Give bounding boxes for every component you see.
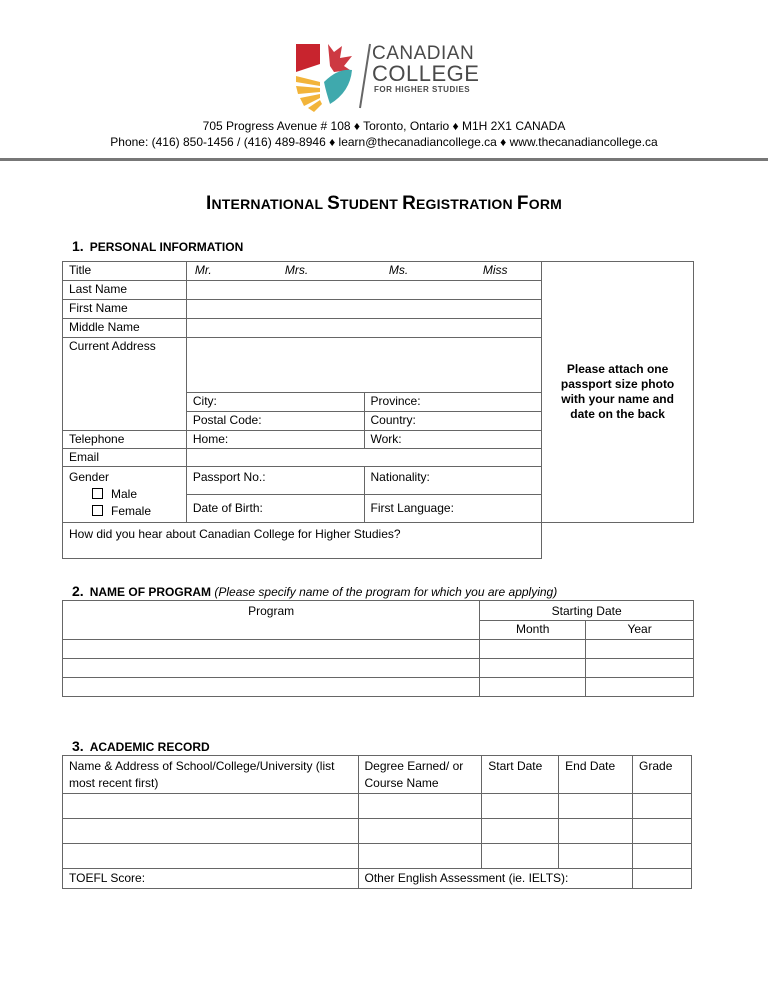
email-label: Email — [63, 449, 187, 467]
title-options[interactable] — [186, 262, 541, 281]
grade-row-2[interactable] — [633, 819, 692, 844]
degree-row-2[interactable] — [358, 819, 482, 844]
section-3-heading: 3. ACADEMIC RECORD — [72, 738, 210, 754]
address-field[interactable] — [186, 338, 541, 393]
year-header: Year — [586, 621, 694, 640]
dob-field[interactable]: Date of Birth: — [186, 495, 364, 523]
year-row-1[interactable] — [586, 640, 694, 659]
form-title: INTERNATIONAL STUDENT REGISTRATION FORM — [205, 193, 562, 214]
degree-row-1[interactable] — [358, 794, 482, 819]
college-logo — [294, 42, 484, 112]
start-date-header: Start Date — [482, 756, 559, 794]
country-field[interactable]: Country: — [364, 412, 542, 431]
academic-record-table — [62, 755, 692, 889]
personal-info-table — [62, 261, 694, 559]
city-field[interactable]: City: — [186, 393, 364, 412]
telephone-label: Telephone — [63, 431, 187, 449]
section-1-heading: 1. PERSONAL INFORMATION — [72, 238, 244, 254]
title-ms[interactable]: Ms. — [388, 263, 409, 277]
school-row-1[interactable] — [63, 794, 359, 819]
school-row-2[interactable] — [63, 819, 359, 844]
work-phone-field[interactable]: Work: — [364, 431, 542, 449]
title-miss[interactable]: Miss — [482, 263, 508, 277]
toefl-field[interactable]: TOEFL Score: — [63, 869, 359, 889]
female-checkbox[interactable] — [92, 505, 103, 516]
month-header: Month — [480, 621, 586, 640]
program-header: Program — [63, 601, 480, 640]
month-row-3[interactable] — [480, 678, 586, 697]
gender-label: Gender — [69, 470, 110, 484]
home-phone-field[interactable]: Home: — [186, 431, 364, 449]
other-english-value[interactable] — [633, 869, 692, 889]
grade-header: Grade — [633, 756, 692, 794]
other-english-field[interactable]: Other English Assessment (ie. IELTS): — [358, 869, 633, 889]
address-line: 705 Progress Avenue # 108 ♦ Toronto, Ontario ♦ M1H 2X1 CANADA — [202, 119, 566, 133]
end-row-2[interactable] — [559, 819, 633, 844]
degree-header: Degree Earned/ or Course Name — [358, 756, 482, 794]
nationality-field[interactable]: Nationality: — [364, 467, 542, 495]
program-row-1[interactable] — [63, 640, 480, 659]
logo-text-higher-studies: FOR HIGHER STUDIES — [374, 85, 471, 94]
contact-line: Phone: (416) 850-1456 / (416) 489-8946 ♦ learn@thecanadiancollege.ca ♦ www.thecanadiancollege.ca — [110, 135, 658, 149]
title-mrs[interactable]: Mrs. — [284, 263, 309, 277]
middle-name-label: Middle Name — [63, 319, 187, 338]
middle-name-field[interactable] — [186, 319, 541, 338]
year-row-3[interactable] — [586, 678, 694, 697]
degree-row-3[interactable] — [358, 844, 482, 869]
logo-text-college: COLLEGE — [372, 61, 480, 86]
header-divider — [0, 158, 768, 161]
end-row-1[interactable] — [559, 794, 633, 819]
current-address-label: Current Address — [63, 338, 187, 431]
start-row-3[interactable] — [482, 844, 559, 869]
start-row-2[interactable] — [482, 819, 559, 844]
end-date-header: End Date — [559, 756, 633, 794]
postal-code-field[interactable]: Postal Code: — [186, 412, 364, 431]
month-row-1[interactable] — [480, 640, 586, 659]
hear-about-field[interactable]: How did you hear about Canadian College for Higher Studies? — [63, 523, 542, 559]
end-row-3[interactable] — [559, 844, 633, 869]
year-row-2[interactable] — [586, 659, 694, 678]
logo-divider-icon — [358, 42, 372, 112]
email-field[interactable] — [186, 449, 541, 467]
section-2-heading: 2. NAME OF PROGRAM (Please specify name of the program for which you are applying) — [72, 583, 558, 599]
gender-cell — [63, 467, 187, 523]
school-row-3[interactable] — [63, 844, 359, 869]
photo-box: Please attach one passport size photo with your name and date on the back — [542, 262, 694, 523]
title-mr[interactable]: Mr. — [194, 263, 212, 277]
program-table — [62, 600, 694, 697]
gender-female-option[interactable]: Female — [69, 503, 180, 520]
last-name-field[interactable] — [186, 281, 541, 300]
first-language-field[interactable]: First Language: — [364, 495, 542, 523]
province-field[interactable]: Province: — [364, 393, 542, 412]
starting-date-header: Starting Date — [480, 601, 694, 621]
program-row-3[interactable] — [63, 678, 480, 697]
grade-row-3[interactable] — [633, 844, 692, 869]
grade-row-1[interactable] — [633, 794, 692, 819]
school-header: Name & Address of School/College/University (list most recent first) — [63, 756, 359, 794]
empty-cell — [542, 523, 694, 559]
logo-text-canadian: CANADIAN — [372, 43, 475, 64]
passport-field[interactable]: Passport No.: — [186, 467, 364, 495]
maple-leaf-logo-icon — [294, 42, 358, 112]
program-row-2[interactable] — [63, 659, 480, 678]
last-name-label: Last Name — [63, 281, 187, 300]
start-row-1[interactable] — [482, 794, 559, 819]
first-name-field[interactable] — [186, 300, 541, 319]
first-name-label: First Name — [63, 300, 187, 319]
male-checkbox[interactable] — [92, 488, 103, 499]
title-label: Title — [63, 262, 187, 281]
month-row-2[interactable] — [480, 659, 586, 678]
gender-male-option[interactable]: Male — [69, 486, 180, 503]
